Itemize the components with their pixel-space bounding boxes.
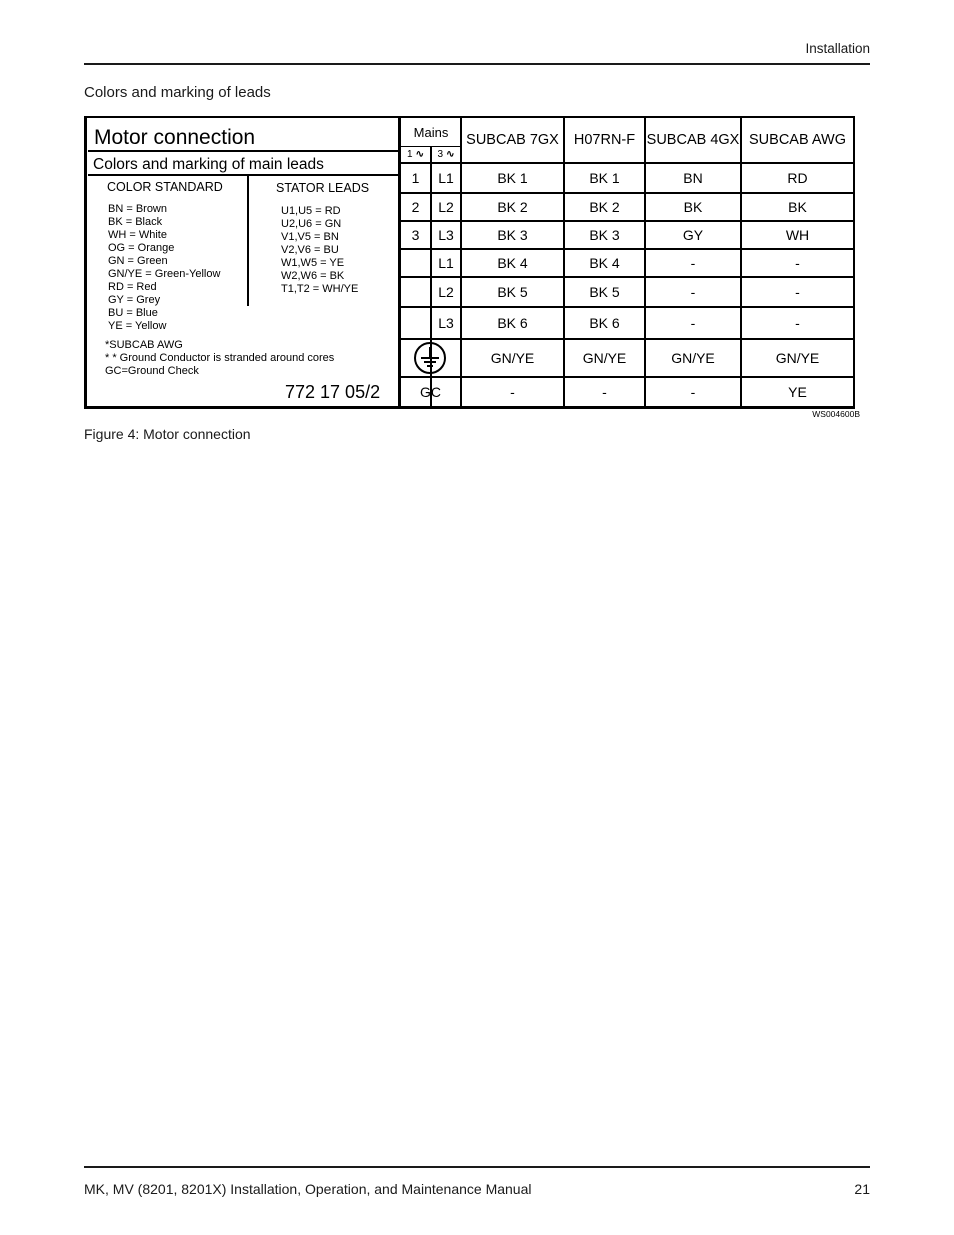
stator-lead-item: T1,T2 = WH/YE (281, 283, 359, 295)
table-cell: - (690, 315, 696, 331)
row-single-phase (401, 278, 430, 306)
table-cell: - (795, 284, 800, 300)
row-single-phase (401, 308, 430, 338)
ac-wave-icon: ∿ (446, 149, 455, 160)
gc-label: GC (420, 384, 441, 400)
stator-lead-item: V1,V5 = BN (281, 231, 339, 243)
stator-lead-item: U2,U6 = GN (281, 218, 342, 230)
mains-label: Mains (413, 124, 449, 140)
ground-cell: GN/YE (775, 350, 820, 366)
column-header: H07RN-F (573, 132, 636, 148)
column-header: SUBCAB 7GX (466, 132, 559, 148)
row-three-phase: L2 (438, 284, 454, 300)
figure-code: 772 17 05/2 (285, 382, 381, 402)
table-cell: BK 6 (589, 315, 620, 331)
color-standard-item: BK = Black (108, 216, 163, 228)
figure-caption: Figure 4: Motor connection (84, 426, 251, 442)
stator-lead-item: V2,V6 = BU (281, 244, 339, 256)
stator-leads-list (281, 205, 358, 296)
table-cell: BK 4 (589, 255, 620, 271)
color-standard-item: WH = White (108, 229, 167, 241)
table-cell: BK 6 (497, 315, 528, 331)
phase-1-number: 1 (407, 149, 413, 160)
table-cell: - (690, 284, 696, 300)
ac-wave-icon: ∿ (415, 149, 424, 160)
color-standard-item: BU = Blue (108, 307, 158, 319)
phase-3-label (432, 147, 460, 162)
table-cell: BK (788, 199, 807, 215)
color-standard-list (108, 203, 220, 333)
gc-cell: - (510, 384, 515, 400)
color-standard-item: YE = Yellow (108, 320, 167, 332)
row-single-phase: 2 (411, 199, 420, 215)
table-cell: BK 5 (589, 284, 620, 300)
table-cell: BK (683, 199, 703, 215)
note-item: GC=Ground Check (105, 365, 199, 377)
row-three-phase: L2 (438, 199, 454, 215)
table-cell: BK 4 (497, 255, 528, 271)
stator-leads-heading: STATOR LEADS (276, 181, 370, 195)
table-cell: BK 2 (497, 199, 528, 215)
row-three-phase: L1 (438, 170, 454, 186)
table-cell: BK 3 (589, 227, 620, 243)
ground-cell: GN/YE (490, 350, 535, 366)
section-title: Colors and marking of leads (84, 84, 271, 101)
page-header (84, 40, 870, 65)
stator-lead-item: U1,U5 = RD (281, 205, 341, 217)
color-standard-item: GN/YE = Green-Yellow (108, 268, 221, 280)
table-cell: BK 3 (497, 227, 528, 243)
page-footer (84, 1166, 870, 1197)
ground-icon (400, 340, 460, 376)
note-item: * * Ground Conductor is stranded around cores (105, 352, 335, 364)
gc-cell: - (690, 384, 696, 400)
table-cell: RD (787, 170, 808, 186)
stator-lead-item: W2,W6 = BK (281, 270, 345, 282)
table-cell: BK 2 (589, 199, 620, 215)
phase-3-number: 3 (437, 149, 444, 160)
table-cell: GY (682, 227, 704, 243)
row-three-phase: L3 (438, 227, 454, 243)
footer-page-number: 21 (854, 1181, 870, 1197)
table-border-bottom (398, 406, 855, 409)
table-cell: BK 1 (589, 170, 620, 186)
table-cell: BK 5 (497, 284, 528, 300)
gc-cell: - (602, 384, 607, 400)
phase-1-label (401, 147, 430, 162)
row-three-phase: L3 (438, 315, 454, 331)
row-three-phase: L1 (438, 255, 454, 271)
notes-list (105, 339, 334, 378)
table-cell: BN (683, 170, 703, 186)
column-header: SUBCAB AWG (749, 132, 846, 148)
note-item: *SUBCAB AWG (105, 339, 183, 351)
row-single-phase (401, 250, 430, 276)
color-standard-item: GN = Green (108, 255, 168, 267)
color-standard-heading: COLOR STANDARD (107, 180, 223, 194)
ws-code: WS004600B (812, 409, 860, 419)
gc-cell: YE (788, 384, 807, 400)
row-single-phase: 3 (411, 227, 420, 243)
color-standard-item: OG = Orange (108, 242, 175, 254)
color-standard-item: GY = Grey (108, 294, 161, 306)
table-cell: WH (785, 227, 810, 243)
column-header: SUBCAB 4GX (646, 132, 740, 148)
color-standard-item: BN = Brown (108, 203, 167, 215)
table-cell: BK 1 (497, 170, 528, 186)
table-cell: - (795, 255, 800, 271)
motor-connection-figure (84, 116, 870, 422)
table-cell: - (690, 255, 696, 271)
header-section-title: Installation (805, 41, 870, 56)
ground-cell: GN/YE (671, 350, 715, 366)
table-cell: - (795, 315, 800, 331)
figure-subtitle: Colors and marking of main leads (93, 156, 324, 173)
ground-cell: GN/YE (582, 350, 627, 366)
row-single-phase: 1 (411, 170, 420, 186)
figure-title: Motor connection (94, 126, 256, 149)
footer-manual-title: MK, MV (8201, 8201X) Installation, Operation, and Maintenance Manual (84, 1181, 532, 1197)
stator-lead-item: W1,W5 = YE (281, 257, 345, 269)
table-border-right (853, 116, 855, 409)
legend-panel (86, 118, 400, 408)
color-standard-item: RD = Red (108, 281, 157, 293)
